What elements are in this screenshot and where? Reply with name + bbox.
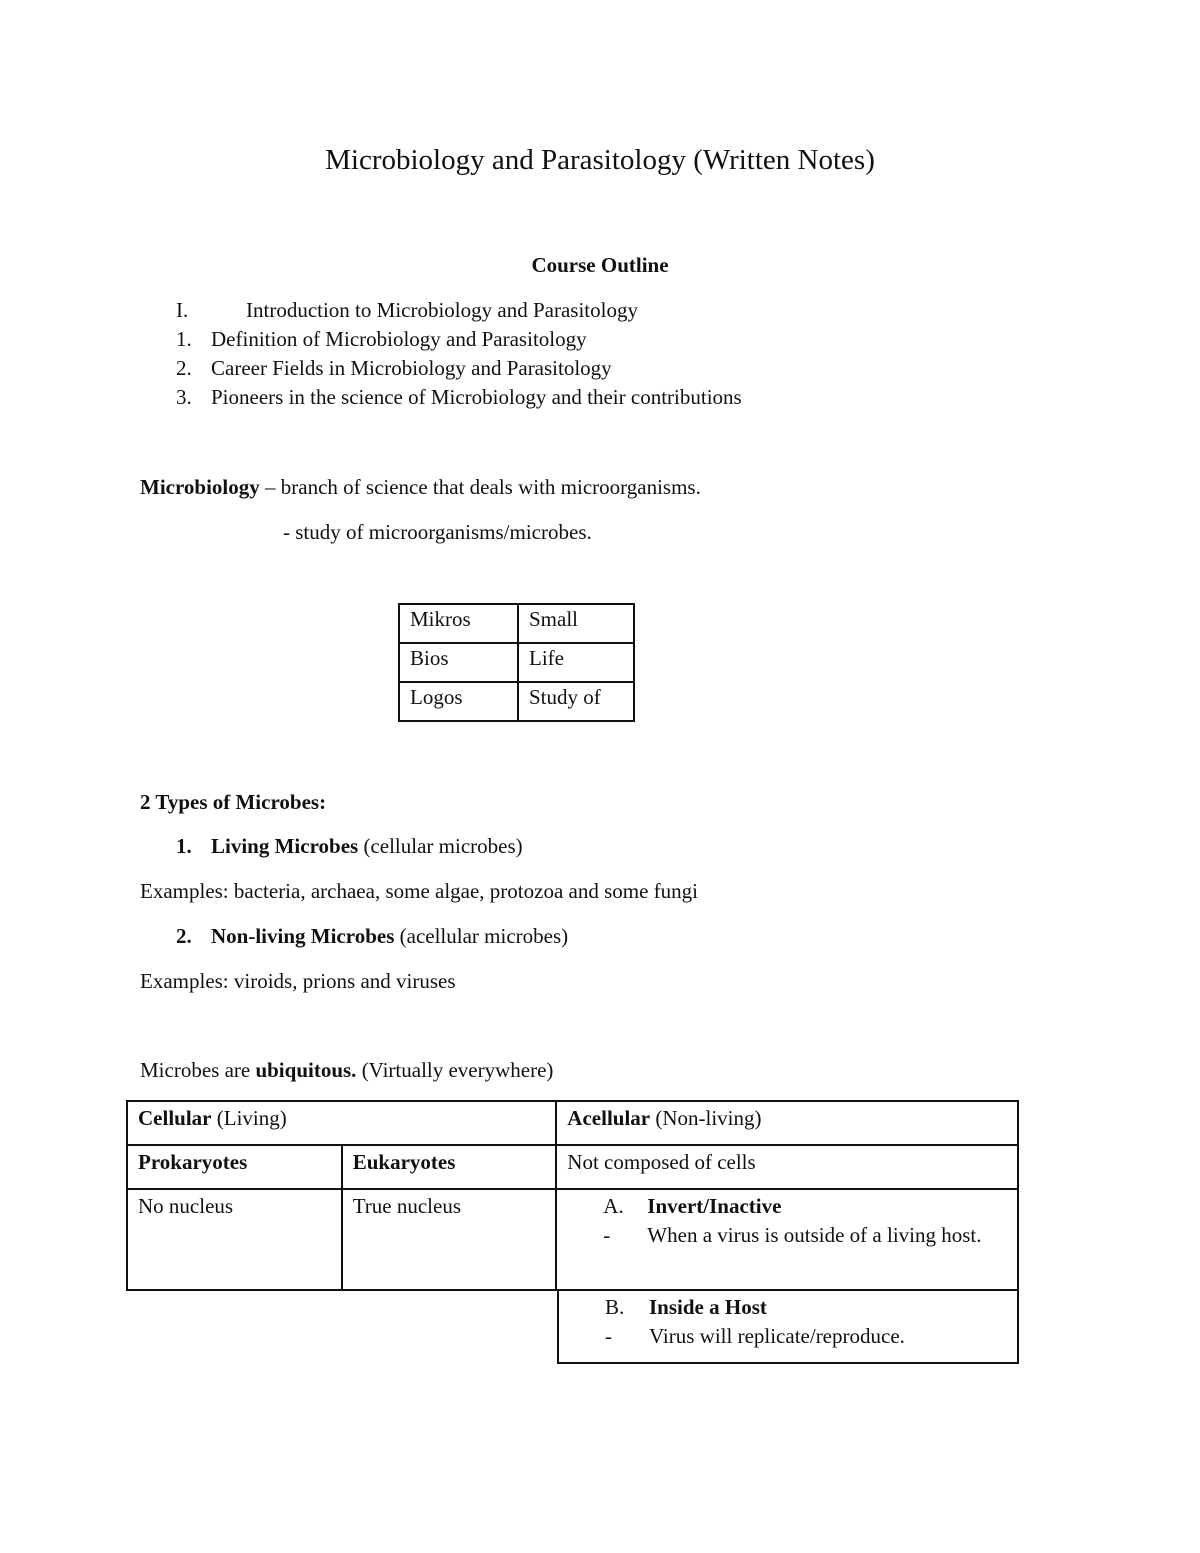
outline-item-marker: 3. bbox=[176, 385, 192, 409]
living-paren: (cellular microbes) bbox=[358, 834, 523, 858]
eukaryotes-cell: Eukaryotes bbox=[342, 1145, 557, 1189]
table-row bbox=[399, 604, 634, 643]
table-row bbox=[399, 643, 634, 682]
etymology-word: Bios bbox=[399, 643, 518, 682]
outline-item-text: Pioneers in the science of Microbiology and their contributions bbox=[211, 385, 742, 409]
inactive-title-line bbox=[567, 1192, 1007, 1221]
inactive-desc: When a virus is outside of a living host. bbox=[647, 1223, 982, 1247]
inside-host-desc-line bbox=[569, 1322, 1007, 1351]
table-row bbox=[399, 682, 634, 721]
outline-item-marker: 2. bbox=[176, 356, 192, 380]
acellular-bold: Acellular bbox=[567, 1106, 651, 1130]
acellular-header bbox=[556, 1101, 1018, 1145]
true-nucleus-cell: True nucleus bbox=[342, 1189, 557, 1290]
outline-item-text: Career Fields in Microbiology and Parasitology bbox=[211, 356, 612, 380]
cellular-header bbox=[127, 1101, 556, 1145]
outline-item-text: Definition of Microbiology and Parasitology bbox=[211, 327, 587, 351]
living-examples: Examples: bacteria, archaea, some algae, protozoa and some fungi bbox=[140, 879, 699, 903]
table-row bbox=[127, 1145, 1018, 1189]
inside-host-desc: Virus will replicate/reproduce. bbox=[649, 1324, 905, 1348]
living-marker: 1. bbox=[176, 834, 192, 858]
comparison-table bbox=[126, 1100, 1019, 1291]
ubiquitous-pre: Microbes are bbox=[140, 1058, 256, 1082]
nonliving-examples: Examples: viroids, prions and viruses bbox=[140, 969, 456, 993]
etymology-meaning: Study of bbox=[518, 682, 634, 721]
course-outline-heading: Course Outline bbox=[531, 253, 669, 277]
outline-item-marker: 1. bbox=[176, 327, 192, 351]
microbiology-definition bbox=[140, 475, 701, 500]
ubiquitous-bold: ubiquitous. bbox=[255, 1058, 357, 1082]
etymology-meaning: Life bbox=[518, 643, 634, 682]
outline-roman-marker: I. bbox=[176, 298, 189, 322]
no-nucleus-cell: No nucleus bbox=[127, 1189, 342, 1290]
definition-line-2: - study of microorganisms/microbes. bbox=[283, 520, 592, 544]
document-title: Microbiology and Parasitology (Written Notes) bbox=[325, 144, 875, 176]
cellular-rest: (Living) bbox=[211, 1106, 287, 1130]
etymology-word: Logos bbox=[399, 682, 518, 721]
living-label: Living Microbes bbox=[211, 834, 359, 858]
inactive-desc-line bbox=[567, 1221, 987, 1250]
ubiquitous-line bbox=[140, 1058, 553, 1083]
outline-roman-text: Introduction to Microbiology and Parasitology bbox=[246, 298, 638, 322]
not-composed-cell: Not composed of cells bbox=[556, 1145, 1018, 1189]
types-heading: 2 Types of Microbes: bbox=[140, 790, 327, 814]
etymology-table bbox=[398, 603, 635, 722]
living-microbes-item bbox=[211, 834, 523, 859]
nonliving-marker: 2. bbox=[176, 924, 192, 948]
table-row bbox=[127, 1189, 1018, 1290]
dash-marker: - bbox=[605, 1324, 612, 1348]
table-row bbox=[127, 1101, 1018, 1145]
definition-text: – branch of science that deals with microorganisms. bbox=[259, 475, 701, 499]
nonliving-label: Non-living Microbes bbox=[211, 924, 395, 948]
nonliving-microbes-item bbox=[211, 924, 568, 949]
inside-host-marker: B. bbox=[605, 1295, 625, 1319]
inside-host-cell bbox=[557, 1289, 1019, 1364]
inactive-cell bbox=[556, 1189, 1018, 1290]
inside-host-title-line bbox=[569, 1293, 1007, 1322]
inside-host-title: Inside a Host bbox=[649, 1295, 767, 1319]
ubiquitous-post: (Virtually everywhere) bbox=[356, 1058, 554, 1082]
inactive-title: Invert/Inactive bbox=[647, 1194, 782, 1218]
definition-term: Microbiology bbox=[140, 475, 260, 499]
cellular-bold: Cellular bbox=[138, 1106, 212, 1130]
prokaryotes-cell: Prokaryotes bbox=[127, 1145, 342, 1189]
inactive-marker: A. bbox=[603, 1194, 624, 1218]
dash-marker: - bbox=[603, 1223, 611, 1247]
etymology-meaning: Small bbox=[518, 604, 634, 643]
acellular-rest: (Non-living) bbox=[650, 1106, 762, 1130]
etymology-word: Mikros bbox=[399, 604, 518, 643]
nonliving-paren: (acellular microbes) bbox=[394, 924, 569, 948]
